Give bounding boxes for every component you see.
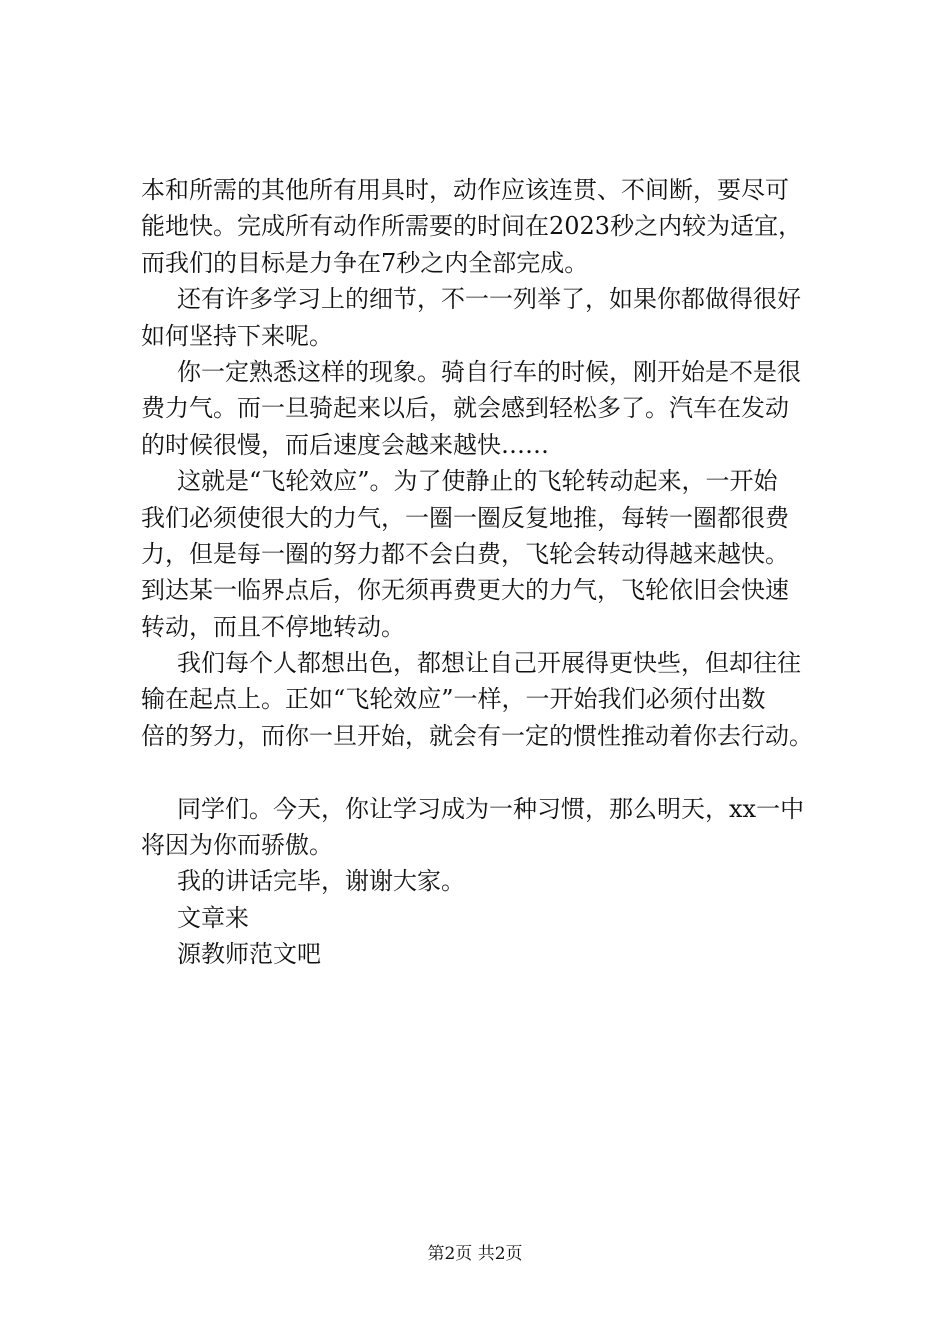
paragraph-closing — [141, 863, 831, 899]
paragraph-source-1 — [141, 900, 831, 936]
text-line: 我们必须使很大的力气，一圈一圈反复地推，每转一圈都很费 — [141, 503, 789, 532]
text-line: 将因为你而骄傲。 — [141, 831, 333, 860]
text-line: 转动，而且不停地转动。 — [141, 612, 405, 641]
text-line: 文章来 — [177, 903, 249, 932]
text-line: 能地快。完成所有动作所需要的时间在2023秒之内较为适宜， — [141, 212, 803, 241]
text-line: 同学们。今天，你让学习成为一种习惯，那么明天，xx一中 — [177, 794, 805, 823]
text-line: 源教师范文吧 — [177, 940, 321, 969]
text-line: 而我们的目标是力争在7秒之内全部完成。 — [141, 248, 589, 277]
text-line: 费力气。而一旦骑起来以后，就会感到轻松多了。汽车在发动 — [141, 394, 789, 423]
text-line: 我们每个人都想出色，都想让自己开展得更快些，但却往往 — [177, 649, 801, 678]
document-body — [141, 172, 831, 973]
text-line: 输在起点上。正如“飞轮效应”一样，一开始我们必须付出数 — [141, 685, 766, 714]
text-line: 还有许多学习上的细节，不一一列举了，如果你都做得很好 — [177, 285, 801, 314]
paragraph-classmates — [141, 791, 831, 864]
paragraph-bicycle — [141, 354, 831, 463]
paragraph-details — [141, 281, 831, 354]
text-line: 我的讲话完毕，谢谢大家。 — [177, 867, 465, 896]
text-line: 到达某一临界点后，你无须再费更大的力气，飞轮依旧会快速 — [141, 576, 789, 605]
page-number-label: 第2页 共2页 — [427, 1244, 523, 1264]
text-line: 力，但是每一圈的努力都不会白费，飞轮会转动得越来越快。 — [141, 539, 789, 568]
paragraph-flywheel-effect — [141, 463, 831, 645]
text-line: 本和所需的其他所有用具时，动作应该连贯、不间断，要尽可 — [141, 176, 789, 204]
text-line: 这就是“飞轮效应”。为了使静止的飞轮转动起来，一开始 — [177, 467, 778, 496]
text-line: 的时候很慢，而后速度会越来越快…… — [141, 430, 549, 459]
text-line: 倍的努力，而你一旦开始，就会有一定的惯性推动着你去行动。 — [141, 721, 813, 750]
text-line: 如何坚持下来呢。 — [141, 321, 333, 350]
paragraph-spacer — [141, 754, 831, 790]
paragraph-source-2 — [141, 936, 831, 972]
text-line: 你一定熟悉这样的现象。骑自行车的时候，刚开始是不是很 — [177, 357, 801, 386]
paragraph-everyone — [141, 645, 831, 754]
paragraph-continuation — [141, 172, 831, 281]
page-footer — [0, 1242, 950, 1266]
